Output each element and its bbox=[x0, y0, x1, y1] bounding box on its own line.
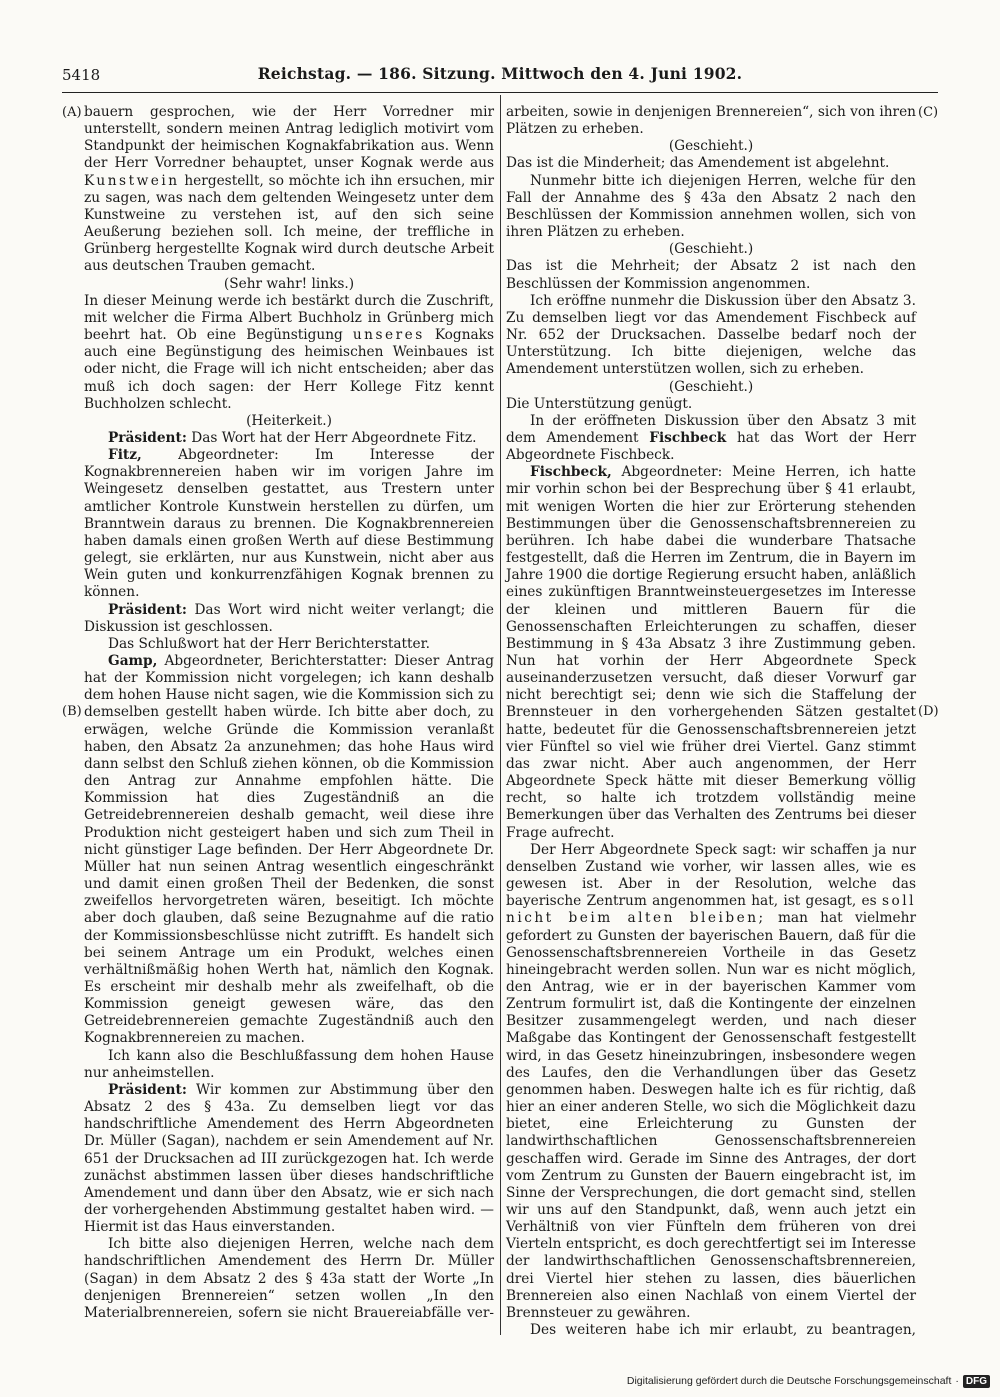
speaker-paragraph: Präsident: Das Wort wird nicht weiter verlangt; die Diskussion ist geschlossen. bbox=[84, 601, 494, 635]
paragraph: Das ist die Minderheit; das Amendement ist abgelehnt. bbox=[506, 155, 890, 172]
left-column bbox=[84, 104, 494, 1322]
speaker-paragraph: Fitz, Abgeordneter: Im Interesse der Kognakbrennereien haben wir im vorigen Jahre im Weingesetz denselben gestattet, aus Trestern unter amtlicher Kontrole Kunstwein herstellen zu dürfen, um Branntwein daraus zu brennen. Die Kognakbrennereien haben damals einen großen Werth auf diese Bestimmung gelegt, sie erklärten, nur aus Kunstwein, nicht aber aus Wein guten und konkurrenzfähigen Kognak brennen zu können. bbox=[84, 447, 494, 601]
paragraph: Nunmehr bitte ich diejenigen Herren, welche für den Fall der Annahme des § 43a den Absatz 2 nach den Beschlüssen der Kommission annehmen wollen, sich von ihren Plätzen zu erheben. bbox=[506, 172, 916, 241]
page-number: 5418 bbox=[62, 66, 101, 84]
interjection: (Sehr wahr! links.) bbox=[223, 275, 355, 292]
right-column bbox=[506, 104, 916, 1339]
paragraph: Ich eröffne nunmehr die Diskussion über den Absatz 3. Zu demselben liegt vor das Amendement Fischbeck auf Nr. 652 der Drucksachen. Dasselbe bedarf noch der Unterstützung. Ich bitte diejenigen, welche das Amendement unterstützen wollen, sich zu erheben. bbox=[506, 292, 916, 378]
paragraph: In der eröffneten Diskussion über den Absatz 3 mit dem Amendement Fischbeck hat das Wort der Herr Abgeordnete Fischbeck. bbox=[506, 412, 917, 464]
speaker-name: Fitz, bbox=[108, 447, 142, 464]
running-head: Reichstag. — 186. Sitzung. Mittwoch den 4. Juni 1902. bbox=[257, 64, 743, 83]
interjection: (Heiterkeit.) bbox=[246, 412, 332, 429]
page-header bbox=[62, 62, 938, 93]
paragraph: Ich kann also die Beschlußfassung dem hohen Hause nur anheimstellen. bbox=[84, 1047, 494, 1081]
speaker-name: Gamp, bbox=[108, 653, 158, 669]
paragraph: Die Unterstützung genügt. bbox=[506, 395, 693, 412]
paragraph: Das ist die Mehrheit; der Absatz 2 ist nach den Beschlüssen der Kommission angenommen. bbox=[506, 258, 916, 292]
footer-separator: · bbox=[955, 1375, 959, 1387]
speaker-name: Präsident: bbox=[108, 1081, 187, 1098]
speaker-paragraph: Präsident: Das Wort hat der Herr Abgeordnete Fitz. bbox=[108, 429, 477, 446]
paragraph: arbeiten, sowie in denjenigen Brennereien“, sich von ihren Plätzen zu erheben. bbox=[506, 104, 916, 138]
margin-marker-b: (B) bbox=[62, 704, 82, 719]
margin-marker-a: (A) bbox=[62, 105, 82, 120]
paragraph: Ich bitte also diejenigen Herren, welche nach dem handschriftlichen Amendement des Herrn Dr. Müller (Sagan) in dem Absatz 2 des § 43a statt der Worte „In denjenigen Brennereien“ setzen wollen „In den Materialbrennereien, sofern sie nicht Brauereiabfälle ver- bbox=[84, 1236, 494, 1321]
footer bbox=[627, 1373, 990, 1389]
margin-marker-c: (C) bbox=[918, 105, 939, 120]
paragraph: Des weiteren habe ich mir erlaubt, zu beantragen, bbox=[530, 1322, 916, 1339]
paragraph: In dieser Meinung werde ich bestärkt durch die Zuschrift, mit welcher die Firma Albert Buchholz in Grünberg mich beehrt hat. Ob eine Begünstigung unseres Kognaks auch eine Begünstigung des heimischen Weinbaues ist oder nicht, die Frage will ich nicht entscheiden; aber das muß ich doch sagen: der Herr Kollege Fitz kennt Buchholzen schlecht. bbox=[84, 292, 494, 412]
interjection: (Geschieht.) bbox=[668, 241, 754, 258]
speaker-paragraph: Fischbeck, Abgeordneter: Meine Herren, ich hatte mir vorhin schon bei der Besprechung über § 41 erlaubt, mit wenigen Worten die hier zur Erörterung stehenden Bestimmungen über die Genossenschaftsbrennereien zu berühren. Ich habe dabei die wunderbare Thatsache festgestellt, daß die Herren im Zentrum, die in Bayern im Jahre 1900 die dortige Regierung ersucht haben, anläßlich eines zukünftigen Branntweinsteuergesetzes im Interesse der kleinen und mittleren Bauern für die Genossenschaften Erleichterungen zu schaffen, dieser Bestimmung in § 43a Absatz 3 ihre Zustimmung geben. Nun hat vorhin der Herr Abgeordnete Speck auseinanderzusetzen versucht, daß dieser Vorwurf gar nicht berechtigt sei; denn wie sich die Staffelung der Brennsteuer in den vorhergehenden Sätzen gestaltet hatte, bedeutet für die Genossenschaftsbrennereien jetzt vier Fünftel so viel wie früher drei Viertel. Ganz stimmt das zwar nicht. Aber auch angenommen, der Herr Abgeordnete Speck hätte mit dieser Bemerkung völlig recht, so halte ich trotzdem vollständig meine Bemerkungen über das Verhalten des Zentrums bei dieser Frage aufrecht. bbox=[506, 464, 916, 841]
speaker-name: Präsident: bbox=[108, 601, 187, 618]
dfg-logo: DFG bbox=[963, 1375, 990, 1388]
paragraph: Der Herr Abgeordnete Speck sagt: wir schaffen ja nur denselben Zustand wie vorher, wir lassen alles, wie es gewesen ist. Aber in der Resolution, welche das bayerische Zentrum angenommen hat, ist gesagt, es soll nicht beim alten bleiben; man hat vielmehr gefordert zu Gunsten der bayerischen Bauern, daß für die Genossenschaftsbrennereien Vortheile in das Gesetz hineingebracht werden sollen. Nun war es nicht möglich, den Antrag, wie er in der bayerischen Kammer vom Zentrum formulirt ist, daß die Kontingente der einzelnen Besitzer zusammengelegt werden, und nach dieser Maßgabe das Kontingent der Genossenschaft festgestellt wird, in das Gesetz hineinzubringen, insbesondere wegen des Laufes, den die Verhandlungen über das Gesetz genommen haben. Deswegen halte ich es für richtig, daß hier an einer anderen Stelle, wo sich die Möglichkeit dazu bietet, eine Erleichterung zu Gunsten der landwirthschaftlichen Genossenschaftsbrennereien geschaffen wird. Gerade im Sinne des Antrages, der dort vom Zentrum zu Gunsten der Bauern eingebracht ist, im Sinne der Versprechungen, die dort gemacht sind, stellen wir uns auf den Standpunkt, daß, wenn auch jetzt ein Verhältniß von vier Fünfteln dem früheren von drei Vierteln entspricht, es doch gerechtfertigt sei im Interesse der landwirthschaftlichen Genossenschaftsbrennereien, drei Viertel hier stehen zu lassen, dies bäuerlichen Brennereien also einen Nachlaß von einem Viertel der Brennsteuer zu gewähren. bbox=[506, 841, 916, 1321]
speaker-paragraph: Präsident: Wir kommen zur Abstimmung über den Absatz 2 des § 43a. Zu demselben liegt vor das handschriftliche Amendement des Herrn Abgeordneten Dr. Müller (Sagan), nachdem er sein Amendement auf Nr. 651 der Drucksachen ad III zurückgezogen hat. Ich werde zunächst abstimmen lassen über dieses handschriftliche Amendement und dann über den Absatz, wie er sich nach der vorhergehenden Abstimmung gestaltet haben wird. — Hiermit ist das Haus einverstanden. bbox=[84, 1081, 495, 1236]
margin-marker-d: (D) bbox=[918, 704, 939, 719]
paragraph: bauern gesprochen, wie der Herr Vorredner mir unterstellt, sondern meinen Antrag lediglich motivirt vom Standpunkt der heimischen Kognakfabrikation aus. Wenn der Herr Vorredner behauptet, unser Kognak werde aus Kunstwein hergestellt, so möchte ich ihn ersuchen, mir zu sagen, was nach dem geltenden Weingesetz unter dem Kunstweine zu verstehen ist, auf den sich seine Aeußerung beziehen soll. Ich meine, der treffliche in Grünberg hergestellte Kognak wird durch deutsche Arbeit aus deutschen Trauben gemacht. bbox=[84, 104, 494, 275]
speaker-name: Präsident: bbox=[108, 429, 187, 446]
interjection: (Geschieht.) bbox=[668, 138, 754, 155]
speaker-paragraph: Gamp, Abgeordneter, Berichterstatter: Dieser Antrag hat der Kommission nicht vorgelegen; ich kann deshalb dem hohen Hause nicht sagen, wie die Kommission sich zu demselben gestellt haben würde. Ich bitte aber doch, zu erwägen, welche Gründe die Kommission veranlaßt haben, den Absatz 2a anzunehmen; das hohe Haus wird dann selbst den Schluß ziehen können, ob die Kommission den Antrag zur Annahme empfohlen hätte. Die Kommission hat dies Zugeständniß an die Getreidebrennereien deshalb gemacht, weil diese ihre Produktion nicht gesteigert haben und sich zum Theil in nicht günstiger Lage befinden. Der Herr Abgeordnete Dr. Müller hat nun seinen Antrag wesentlich eingeschränkt und damit einen großen Theil der Bedenken, die sonst zweifellos hervorgetreten wären, beseitigt. Ich möchte aber doch glauben, daß seine Bezugnahme auf die ratio der Kommissionsbeschlüsse nicht zutrifft. Es handelt sich bei seinem Antrage um ein Produkt, welches einen verhältnißmäßig hohen Werth hat, nämlich den Kognak. Es erscheint mir deshalb mehr als zweifelhaft, ob die Kommission geneigt gewesen wäre, das den Getreidebrennereien gemachte Zugeständniß auch den Kognakbrennereien zu machen. bbox=[84, 653, 494, 1047]
interjection: (Geschieht.) bbox=[668, 378, 754, 395]
footer-credit: Digitalisierung gefördert durch die Deutsche Forschungsgemeinschaft bbox=[626, 1375, 952, 1387]
paragraph: Das Schlußwort hat der Herr Berichterstatter. bbox=[108, 635, 430, 652]
speaker-name: Fischbeck, bbox=[530, 464, 612, 481]
column-rule bbox=[500, 95, 501, 1335]
